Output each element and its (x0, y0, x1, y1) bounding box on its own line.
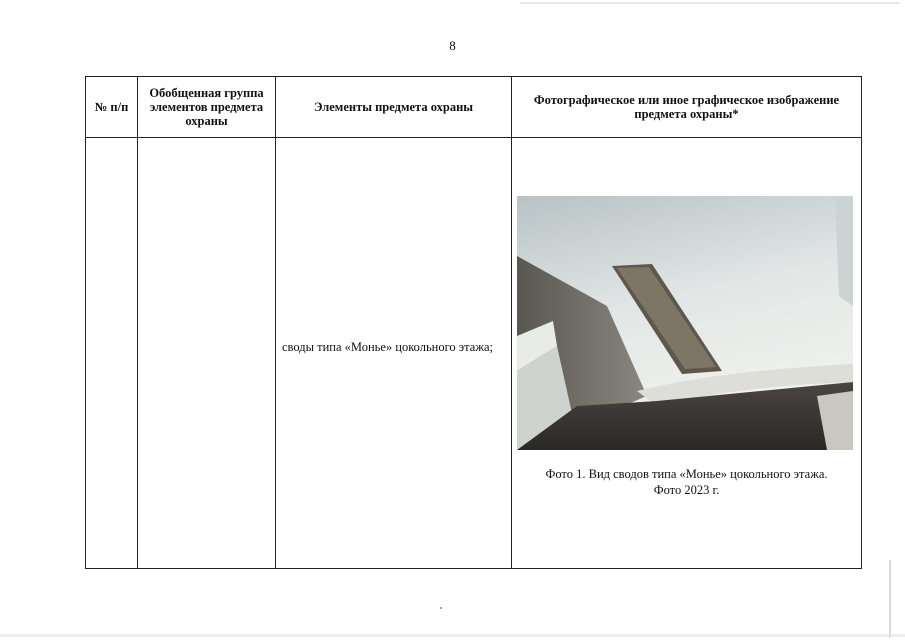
header-group: Обобщенная группа элементов предмета охраны (138, 77, 276, 138)
cell-num (86, 138, 138, 569)
photo-caption (512, 466, 861, 498)
scan-speck (440, 607, 442, 609)
scan-edge-bottom (0, 634, 905, 637)
cell-photo (512, 138, 862, 569)
header-num: № п/п (86, 77, 138, 138)
page-number: 8 (449, 38, 456, 53)
photo-caption-line2: Фото 2023 г. (653, 483, 720, 497)
header-elements: Элементы предмета охраны (276, 77, 512, 138)
cell-group (138, 138, 276, 569)
scan-edge-right (889, 560, 891, 638)
header-photo: Фотографическое или иное графическое изображение предмета охраны* (512, 77, 862, 138)
vault-photo (517, 196, 853, 450)
cell-element (276, 138, 512, 569)
table-row (86, 138, 862, 569)
heritage-elements-table (85, 76, 862, 569)
element-text: своды типа «Монье» цокольного этажа; (282, 339, 493, 354)
table-header-row (86, 77, 862, 138)
photo-caption-line1: Фото 1. Вид сводов типа «Монье» цокольного этажа. (545, 467, 828, 481)
photo-container (512, 138, 861, 568)
scan-edge-top (520, 2, 900, 4)
